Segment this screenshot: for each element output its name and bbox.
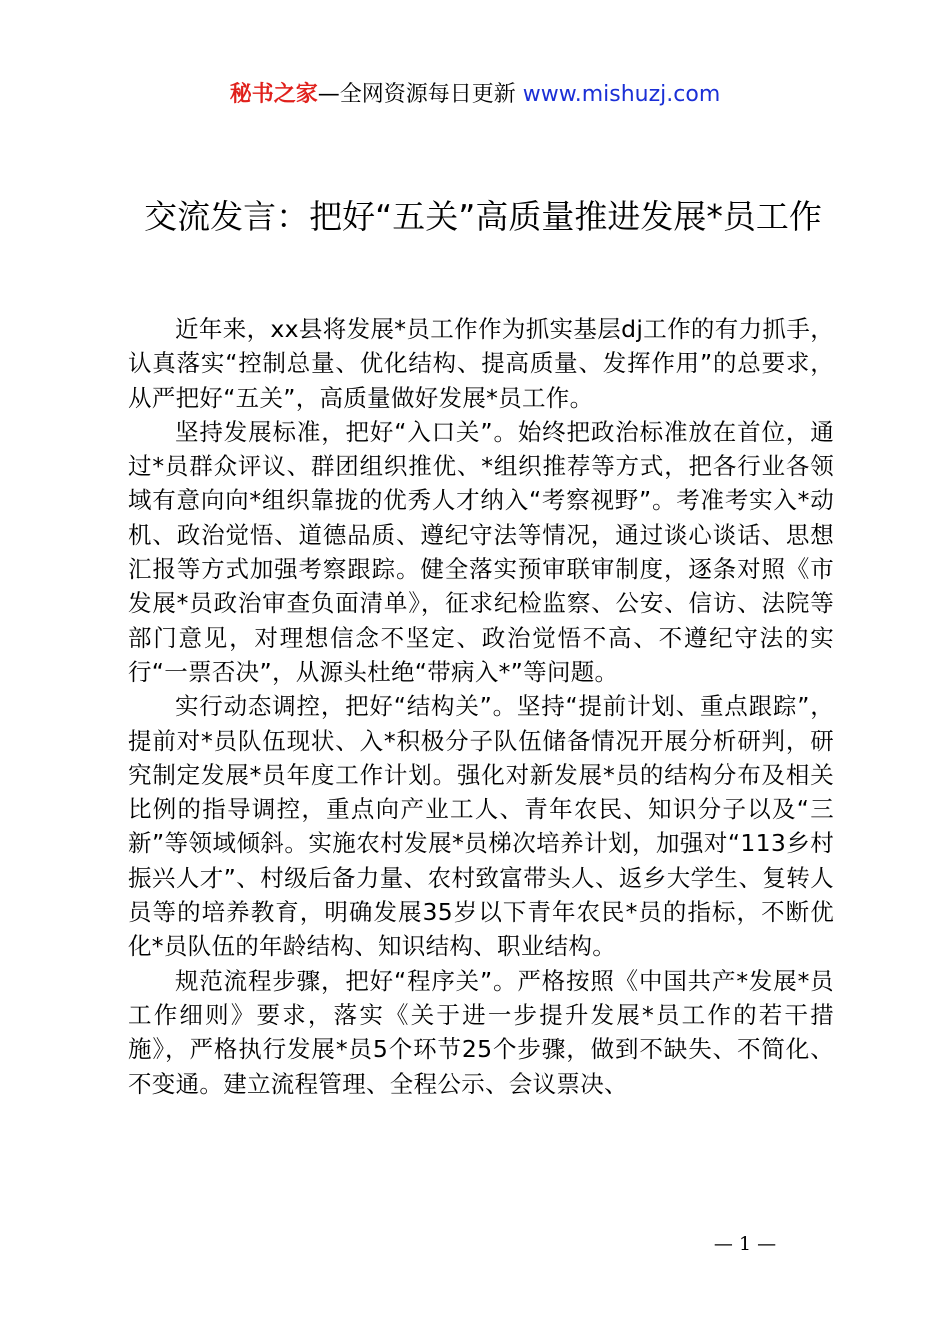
site-brand: 秘书之家 (229, 82, 318, 107)
paragraph-procedure-gate: 规范流程步骤，把好“程序关”。严格按照《中国共产*发展*员工作细则》要求，落实《关于进一步提升发展*员工作的若干措施》，严格执行发展*员5个环节25个步骤，做到不缺失、不简化、不变通。建立流程管理、全程公示、会议票决、 (128, 966, 834, 1098)
site-url-link[interactable]: www.mishuzj.com (522, 82, 721, 107)
document-body (128, 312, 834, 1101)
paragraph-intro: 近年来，xx县将发展*员工作作为抓实基层dj工作的有力抓手，认真落实“控制总量、优化结构、提高质量、发挥作用”的总要求，从严把好“五关”，高质量做好发展*员工作。 (128, 315, 834, 412)
document-title: 交流发言：把好“五关”高质量推进发展*员工作 (144, 197, 822, 236)
site-header (0, 80, 950, 110)
paragraph-structure-gate: 实行动态调控，把好“结构关”。坚持“提前计划、重点跟踪”，提前对*员队伍现状、入*积极分子队伍储备情况开展分析研判，研究制定发展*员年度工作计划。强化对新发展*员的结构分布及相关比例的指导调控，重点向产业工人、青年农民、知识分子以及“三新”等领域倾斜。实施农村发展*员梯次培养计划，加强对“113乡村振兴人才”、村级后备力量、农村致富带头人、返乡大学生、复转人员等的培养教育，明确发展35岁以下青年农民*员的指标，不断优化*员队伍的年龄结构、知识结构、职业结构。 (128, 692, 834, 961)
page-number: — 1 — (713, 1233, 777, 1255)
paragraph-entry-gate: 坚持发展标准，把好“入口关”。始终把政治标准放在首位，通过*员群众评议、群团组织推优、*组织推荐等方式，把各行业各领域有意向向*组织靠拢的优秀人才纳入“考察视野”。考准考实入*动机、政治觉悟、道德品质、遵纪守法等情况，通过谈心谈话、思想汇报等方式加强考察跟踪。健全落实预审联审制度，逐条对照《市发展*员政治审查负面清单》，征求纪检监察、公安、信访、法院等部门意见，对理想信念不坚定、政治觉悟不高、不遵纪守法的实行“一票否决”，从源头杜绝“带病入*”等问题。 (128, 417, 834, 686)
site-tagline: —全网资源每日更新 (317, 82, 523, 107)
